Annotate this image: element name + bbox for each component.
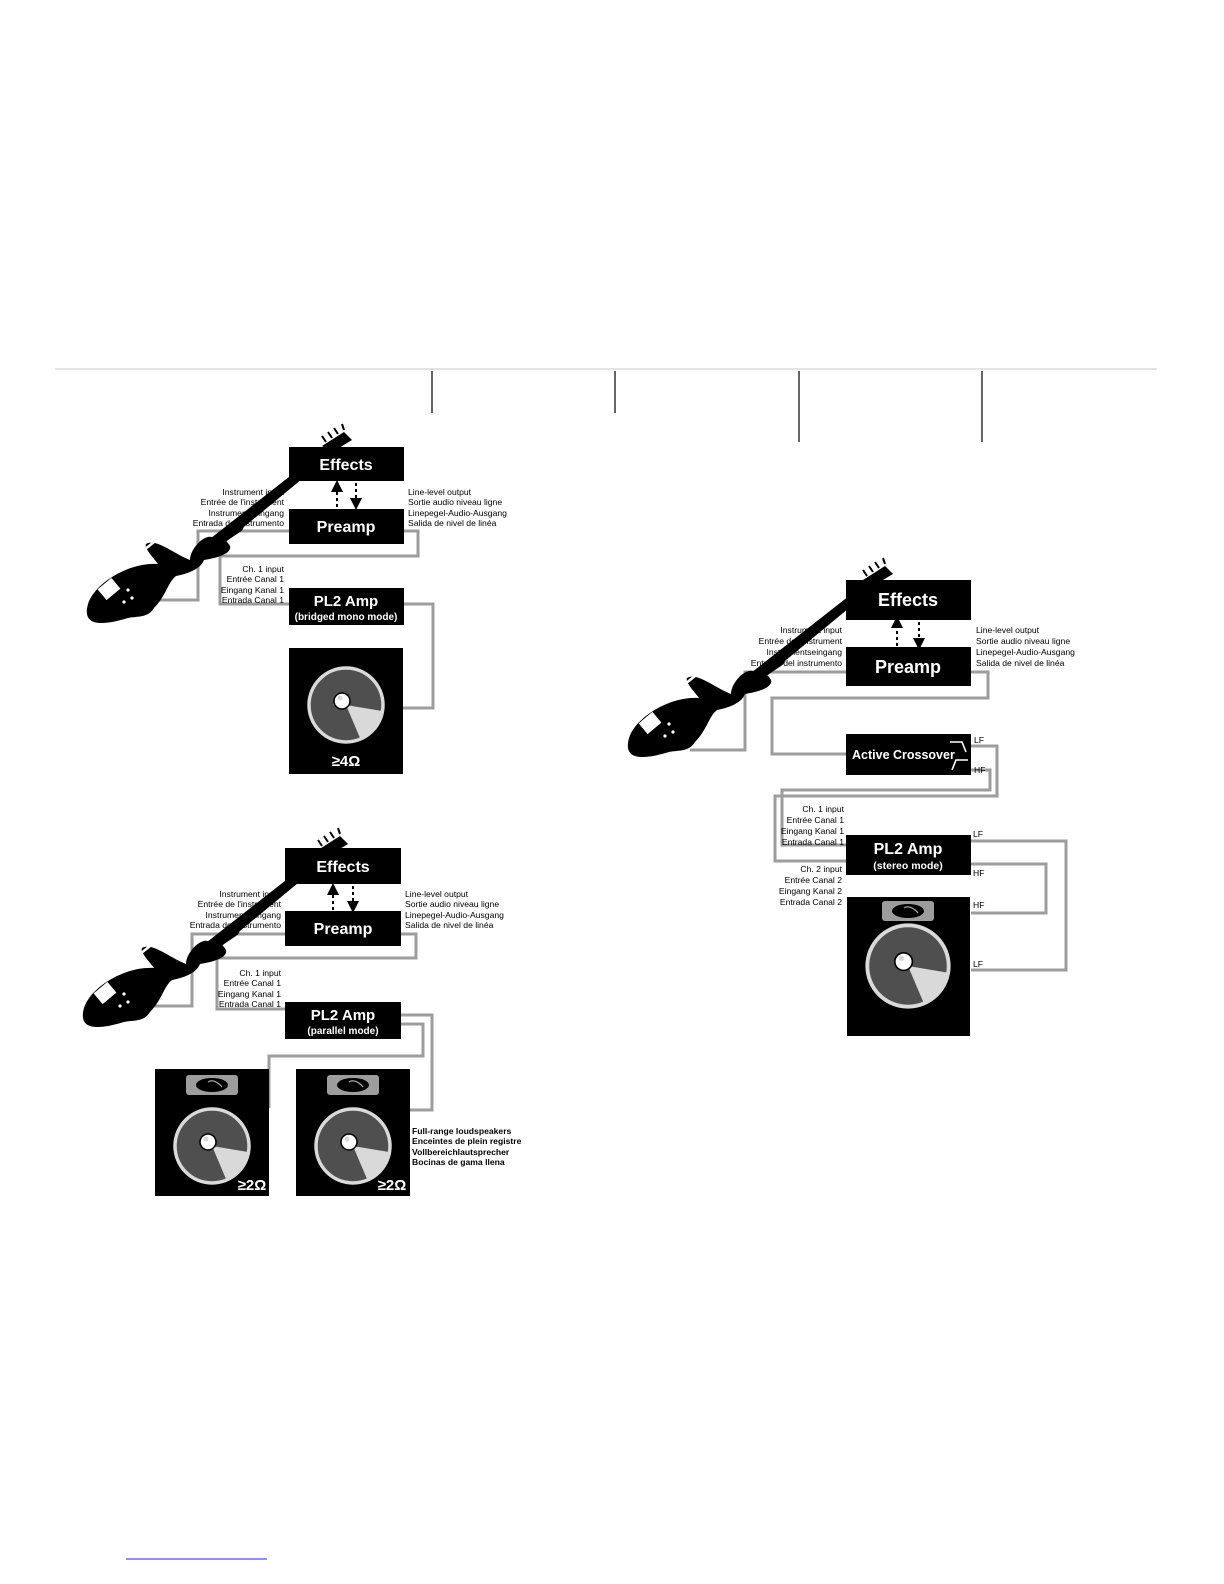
svg-text:Sortie audio niveau ligne: Sortie audio niveau ligne [405, 899, 500, 909]
svg-text:Entrée de l'instrument: Entrée de l'instrument [197, 899, 281, 909]
amp-mode-label: (stereo mode) [873, 860, 943, 872]
svg-text:Bocinas de gama llena: Bocinas de gama llena [412, 1157, 505, 1167]
amp-label: PL2 Amp [873, 841, 943, 858]
speaker-hf-label: HF [973, 900, 985, 910]
svg-text:Salida de nivel de linéa: Salida de nivel de linéa [976, 658, 1065, 668]
svg-text:Linepegel-Audio-Ausgang: Linepegel-Audio-Ausgang [405, 910, 504, 920]
tweeter-icon [327, 1075, 379, 1095]
svg-text:Line-level output: Line-level output [405, 889, 469, 899]
woofer-icon [867, 925, 948, 1006]
effects-label: Effects [319, 457, 373, 474]
svg-text:Ch. 1 input: Ch. 1 input [242, 564, 284, 574]
instrument-input-labels [751, 625, 843, 668]
amp-label: PL2 Amp [310, 1007, 376, 1024]
preamp-label: Preamp [316, 519, 376, 536]
svg-text:Sortie audio niveau ligne: Sortie audio niveau ligne [976, 636, 1071, 646]
wire-amp-speaker [403, 604, 433, 708]
line-output-labels [405, 889, 504, 930]
amp-mode-label: (parallel mode) [307, 1026, 379, 1037]
svg-text:Entrada del instrumento: Entrada del instrumento [750, 658, 842, 668]
tweeter-icon [882, 901, 934, 921]
impedance-label: ≥2Ω [377, 1177, 407, 1194]
svg-text:Line-level output: Line-level output [976, 625, 1040, 635]
ch1-input-labels [781, 804, 845, 847]
svg-text:Entrada Canal 1: Entrada Canal 1 [781, 837, 844, 847]
ch1-input-labels [221, 564, 285, 605]
woofer-icon [175, 1109, 249, 1183]
svg-text:Entrée Canal 2: Entrée Canal 2 [784, 875, 842, 885]
line-output-labels [408, 487, 507, 528]
svg-text:Instrumentseingang: Instrumentseingang [208, 508, 284, 518]
amp-lf-label: LF [973, 829, 984, 839]
svg-text:Entrée de l'instrument: Entrée de l'instrument [200, 497, 284, 507]
wire-amp-lf-speaker [971, 841, 1066, 970]
svg-text:Entrada Canal 2: Entrada Canal 2 [779, 897, 842, 907]
ch1-input-labels [218, 968, 282, 1009]
svg-text:Entrée Canal 1: Entrée Canal 1 [786, 815, 844, 825]
amp-label: PL2 Amp [313, 593, 379, 610]
diagram-stereo-crossover [628, 558, 1075, 1036]
svg-text:Instrument input: Instrument input [780, 625, 842, 635]
line-output-labels [976, 625, 1075, 668]
preamp-label: Preamp [313, 921, 373, 938]
diagram-parallel [83, 828, 522, 1196]
svg-text:Instrumentseingang: Instrumentseingang [766, 647, 842, 657]
speaker-lf-label: LF [973, 959, 984, 969]
crossover-lf-label: LF [974, 735, 985, 745]
svg-text:Ch. 2 input: Ch. 2 input [800, 864, 842, 874]
svg-text:Entrée Canal 1: Entrée Canal 1 [226, 574, 284, 584]
svg-text:Instrument input: Instrument input [219, 889, 281, 899]
svg-text:Eingang Kanal 2: Eingang Kanal 2 [778, 886, 842, 896]
svg-text:Ch. 1 input: Ch. 1 input [239, 968, 281, 978]
impedance-label: ≥2Ω [237, 1177, 267, 1194]
effects-label: Effects [877, 590, 939, 610]
svg-text:Sortie audio niveau ligne: Sortie audio niveau ligne [408, 497, 503, 507]
impedance-label: ≥4Ω [331, 753, 361, 770]
svg-text:Eingang Kanal 1: Eingang Kanal 1 [780, 826, 844, 836]
svg-text:Linepegel-Audio-Ausgang: Linepegel-Audio-Ausgang [408, 508, 507, 518]
diagram-bridged-mono [87, 424, 507, 774]
svg-text:Ch. 1 input: Ch. 1 input [802, 804, 844, 814]
amp-hf-label: HF [973, 868, 985, 878]
svg-text:Instrumentseingang: Instrumentseingang [205, 910, 281, 920]
svg-text:Vollbereichlautsprecher: Vollbereichlautsprecher [412, 1147, 510, 1157]
preamp-label: Preamp [874, 657, 942, 677]
svg-text:Entrada Canal 1: Entrada Canal 1 [221, 595, 284, 605]
instrument-input-labels [190, 889, 282, 930]
svg-text:Line-level output: Line-level output [408, 487, 472, 497]
instrument-input-labels [193, 487, 285, 528]
svg-text:Salida de nivel de linéa: Salida de nivel de linéa [408, 518, 497, 528]
svg-text:Entrée de l'instrument: Entrée de l'instrument [758, 636, 842, 646]
svg-text:Salida de nivel de linéa: Salida de nivel de linéa [405, 920, 494, 930]
ch2-input-labels [779, 864, 843, 907]
crossover-hf-label: HF [974, 765, 986, 775]
fullrange-labels [412, 1126, 522, 1167]
svg-text:Entrada del instrumento: Entrada del instrumento [189, 920, 281, 930]
svg-text:Entrada del instrumento: Entrada del instrumento [192, 518, 284, 528]
woofer-icon [316, 1109, 390, 1183]
svg-text:Full-range loudspeakers: Full-range loudspeakers [412, 1126, 512, 1136]
woofer-icon [309, 668, 383, 742]
svg-text:Eingang Kanal 1: Eingang Kanal 1 [217, 989, 281, 999]
svg-text:Enceintes de plein registre: Enceintes de plein registre [412, 1136, 522, 1146]
effects-label: Effects [316, 859, 370, 876]
svg-text:Entrada Canal 1: Entrada Canal 1 [218, 999, 281, 1009]
tweeter-icon [186, 1075, 238, 1095]
amp-mode-label: (bridged mono mode) [294, 612, 398, 623]
svg-text:Entrée Canal 1: Entrée Canal 1 [223, 978, 281, 988]
svg-text:Instrument input: Instrument input [222, 487, 284, 497]
svg-text:Eingang Kanal 1: Eingang Kanal 1 [220, 585, 284, 595]
crossover-label: Active Crossover [852, 748, 955, 762]
svg-text:Linepegel-Audio-Ausgang: Linepegel-Audio-Ausgang [976, 647, 1075, 657]
